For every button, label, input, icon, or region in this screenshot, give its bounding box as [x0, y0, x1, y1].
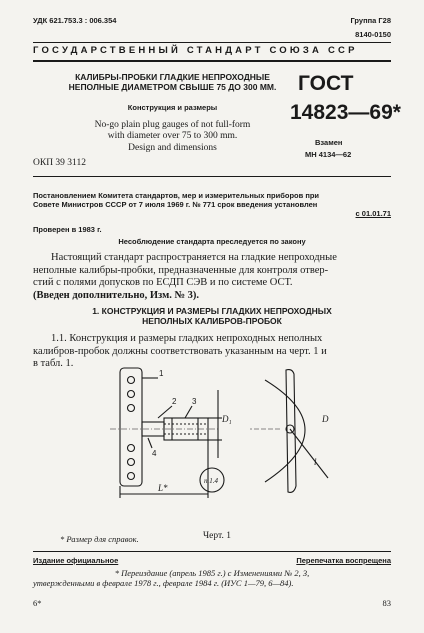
decree-line2: Совете Министров СССР от 7 июля 1969 г. № 771 срок введения установлен [33, 200, 318, 209]
callout-3: 3 [192, 397, 197, 406]
handle-hole [128, 473, 135, 480]
dim-d1-label: D₁ [222, 414, 232, 424]
section1-heading [33, 306, 391, 326]
gost-number: 14823—69* [290, 101, 401, 124]
section1-line2: калибров-пробок должны соответствовать указанным на черт. 1 и [33, 345, 327, 357]
intro-line3: стий с полями допусков по ЕСДП СЭВ и по системе ОСТ. [33, 277, 293, 289]
reissue-line2: утвержденными в феврале 1978 г., феврале 1984 г. (ИУС 1—79, 6—84). [33, 578, 294, 589]
handle-hole [128, 459, 135, 466]
page-signature: 6* [33, 598, 42, 608]
handle-hole [128, 377, 135, 384]
violation-note: Несоблюдение стандарта преследуется по закону [118, 237, 306, 246]
detail-label: п.1.4 [204, 477, 218, 485]
title-en [60, 120, 285, 154]
title-ru [60, 72, 285, 92]
section1-line1: 1.1. Конструкция и размеры гладких непроходных неполных [51, 333, 323, 344]
okp-rule [33, 176, 391, 177]
intro-line2: неполные калибры-пробки, предназначенные для контроля отвер- [33, 264, 329, 276]
title-ru-line2: НЕПОЛНЫЕ ДИАМЕТРОМ СВЫШЕ 75 ДО 300 ММ. [68, 82, 277, 93]
title-ru-sub: Конструкция и размеры [127, 103, 218, 112]
header-rule-top [33, 42, 391, 43]
intro-paragraph [33, 252, 391, 302]
checked-note: Проверен в 1983 г. [33, 225, 102, 234]
okp-code: ОКП 39 3112 [33, 158, 86, 168]
dimension-arc [265, 380, 305, 482]
drawing-caption: Черт. 1 [203, 531, 231, 541]
no-reprint: Перепечатка воспрещена [296, 556, 391, 565]
decree [33, 191, 391, 218]
callout-4: 4 [152, 449, 157, 458]
title-en-line1: No-go plain plug gauges of not full-form [94, 120, 251, 130]
group-code: Группа Г28 [350, 16, 391, 25]
dim-l-label: L* [158, 483, 168, 493]
udc-code: УДК 621.753.3 : 006.354 [33, 16, 117, 25]
gost-label: ГОСТ [298, 72, 354, 95]
size-footnote: * Размер для справок. [60, 534, 139, 544]
title-en-line2: with diameter over 75 to 300 mm. [107, 131, 238, 142]
decree-date: с 01.01.71 [355, 209, 391, 218]
dim-d-label: D [322, 414, 329, 424]
section1-heading-line2: НЕПОЛНЫХ КАЛИБРОВ-ПРОБОК [142, 316, 282, 327]
intro-added-note: (Введен дополнительно, Изм. № 3). [33, 289, 200, 301]
header-rule-bottom [33, 60, 391, 62]
callout-2: 2 [172, 397, 177, 406]
reissue-note [33, 568, 391, 588]
reissue-line1: * Переиздание (апрель 1985 г.) с Изменениями № 2, 3, [114, 568, 310, 578]
title-ru-line1: КАЛИБРЫ-ПРОБКИ ГЛАДКИЕ НЕПРОХОДНЫЕ [75, 72, 270, 82]
gauge-drawing [100, 360, 350, 500]
section1-line3: в табл. 1. [33, 358, 74, 370]
footer-rule [33, 551, 391, 552]
replaces-doc: МН 4134—62 [305, 150, 352, 159]
official-edition: Издание официальное [33, 556, 119, 565]
okstu-code: 8140-0150 [355, 30, 391, 39]
section1-heading-line1: 1. КОНСТРУКЦИЯ И РАЗМЕРЫ ГЛАДКИХ НЕПРОХОДНЫХ [92, 306, 332, 316]
handle-hole [128, 445, 135, 452]
dim-l1-label: l [314, 457, 317, 467]
replaces-label: Взамен [315, 138, 343, 147]
title-en-line3: Design and dimensions [128, 142, 217, 153]
state-standard-banner: ГОСУДАРСТВЕННЫЙ СТАНДАРТ СОЮЗА ССР [33, 45, 358, 56]
intro-line1: Настоящий стандарт распространяется на гладкие непроходные [51, 252, 337, 263]
handle-hole [128, 391, 135, 398]
decree-line1: Постановлением Комитета стандартов, мер и измерительных приборов при [33, 191, 320, 200]
callout-1: 1 [159, 369, 164, 378]
page-number: 83 [382, 598, 391, 608]
gauge-handle [120, 368, 142, 486]
handle-hole [128, 405, 135, 412]
